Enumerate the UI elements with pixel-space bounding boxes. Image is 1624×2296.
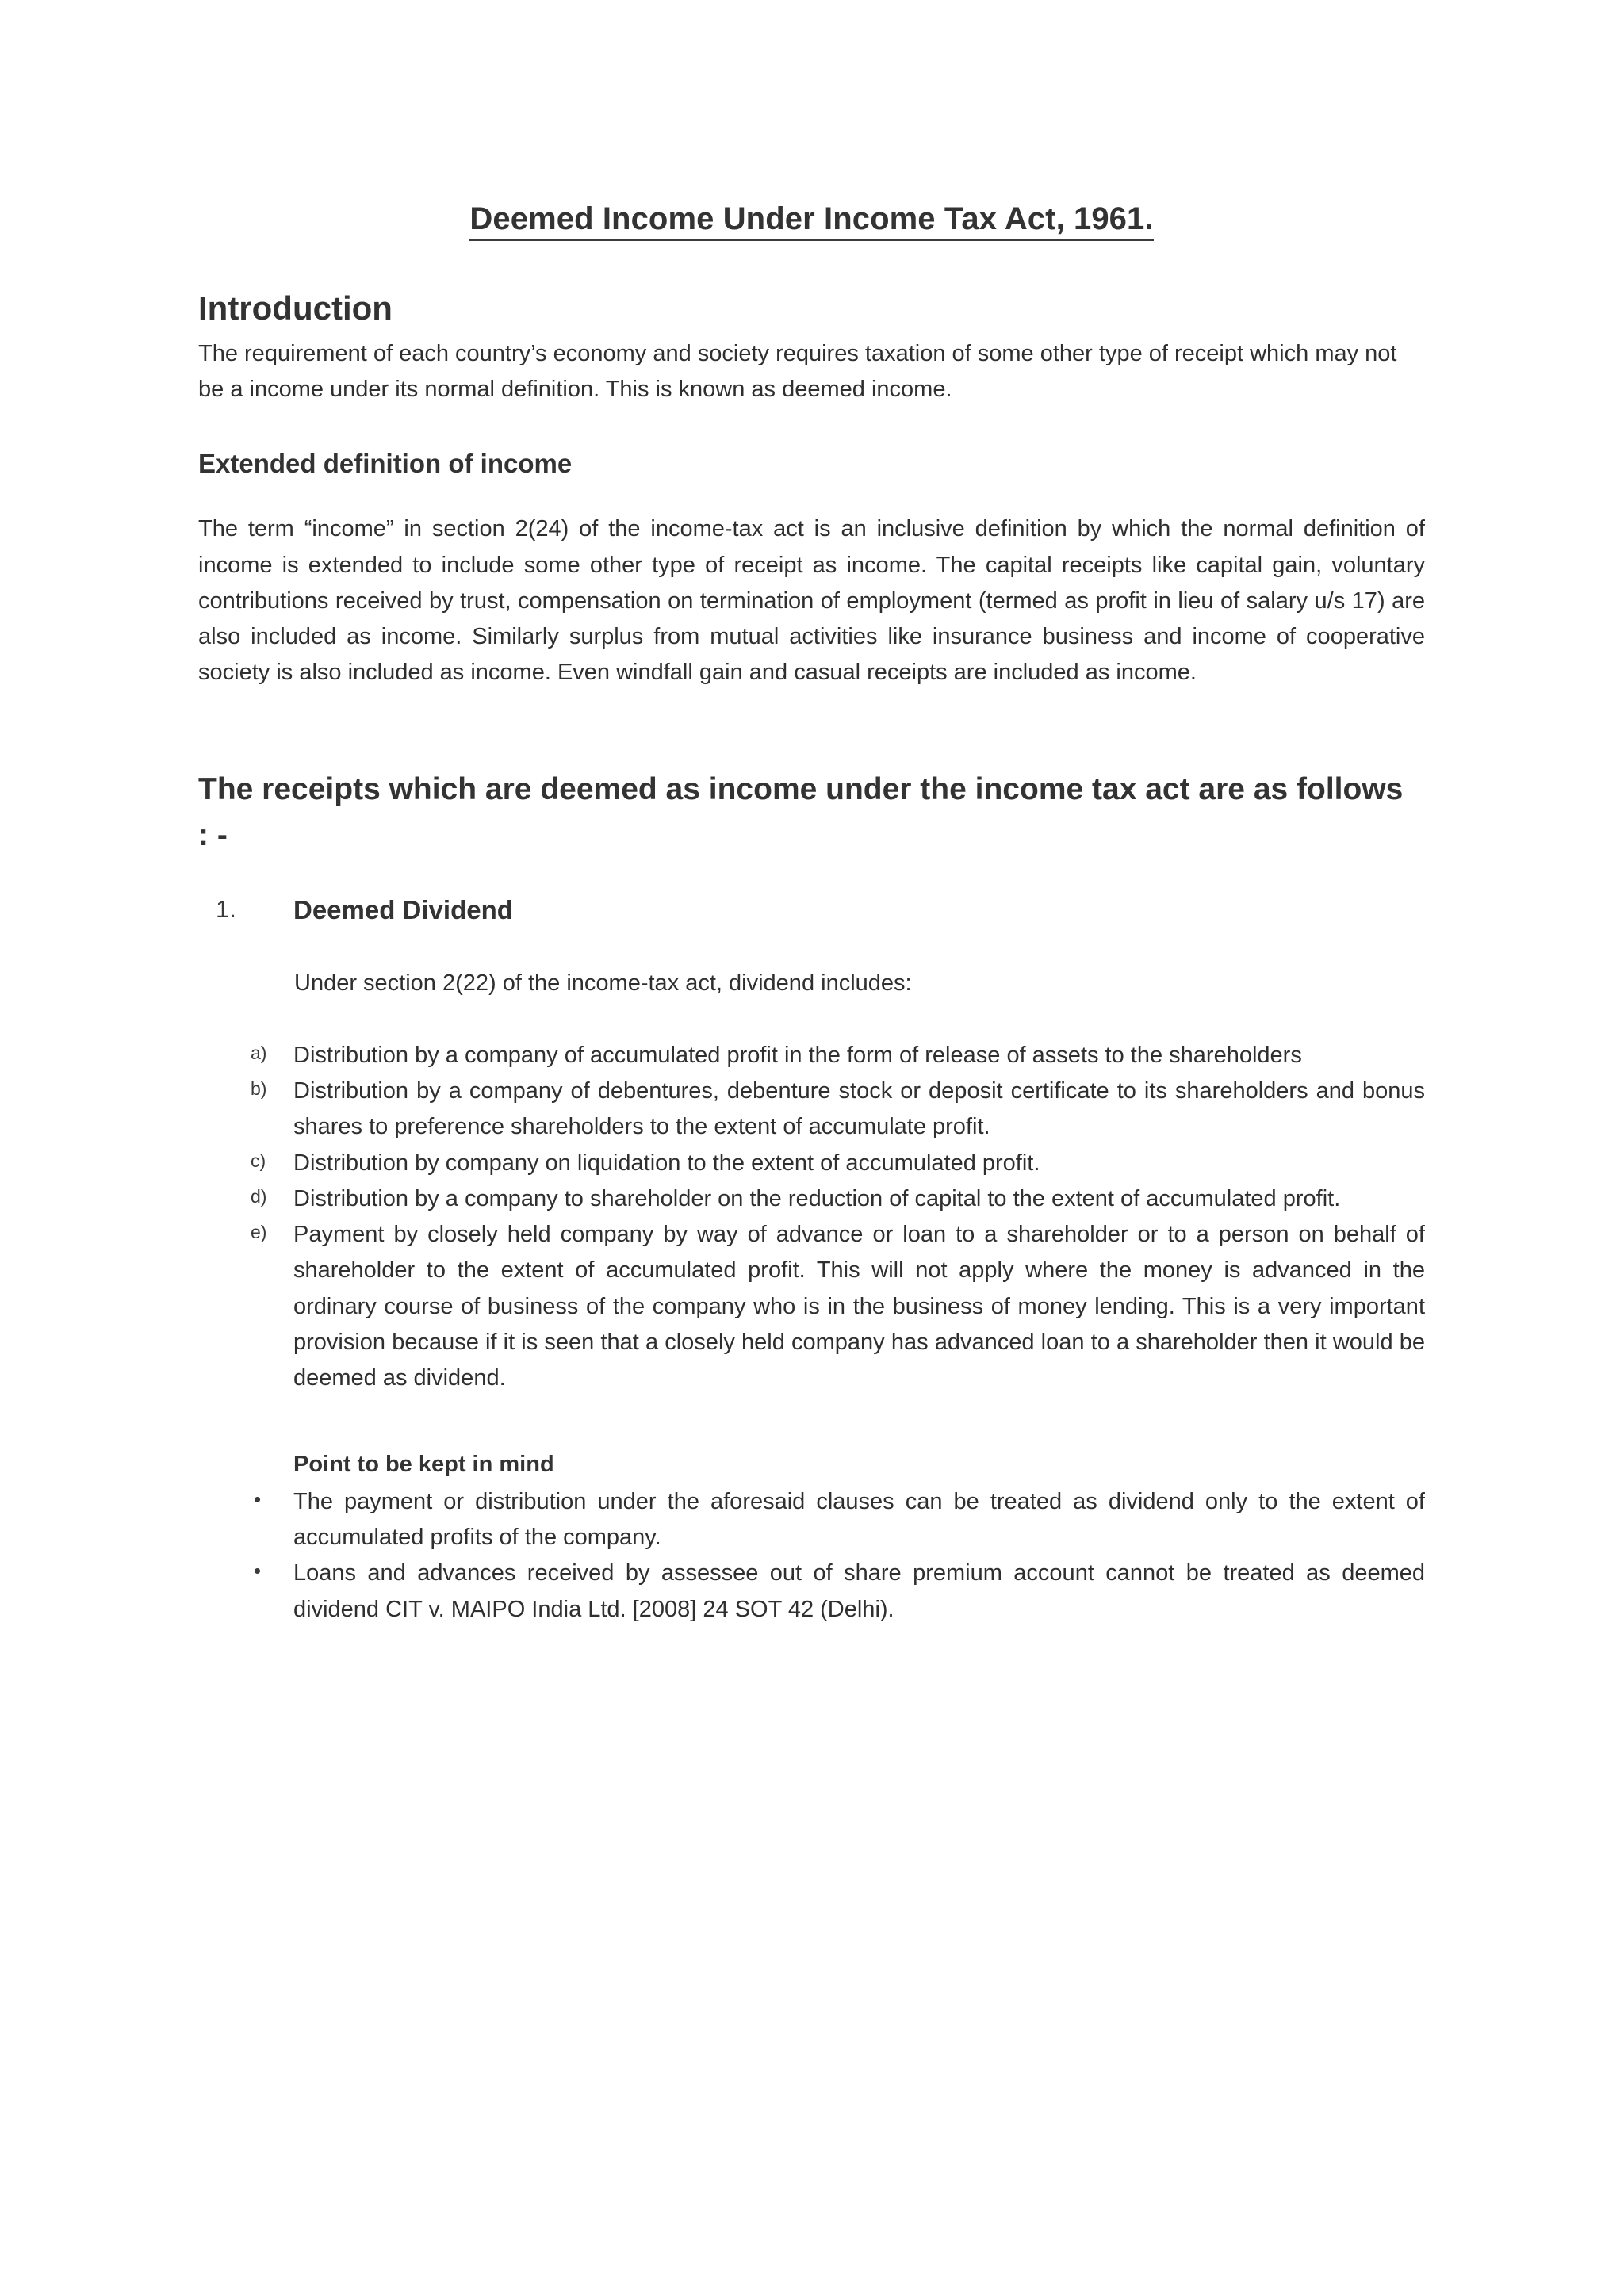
- bullet-icon: •: [254, 1487, 262, 1511]
- list-marker: 1.: [216, 894, 236, 923]
- list-marker: a): [251, 1043, 267, 1063]
- document-title: [198, 198, 1425, 239]
- list-item-clause-e: [198, 1217, 1425, 1396]
- document-title-text: Deemed Income Under Income Tax Act, 1961.: [469, 201, 1153, 241]
- list-item-clause-d: [198, 1181, 1425, 1217]
- list-marker: c): [251, 1150, 266, 1171]
- paragraph-introduction: The requirement of each country’s economy and society requires taxation of some other type of receipt which may not be a income under its normal definition. This is known as deemed income.: [198, 340, 1397, 402]
- clause-text: Distribution by a company of accumulated profit in the form of release of assets to the shareholders: [293, 1043, 1302, 1068]
- clause-text: Payment by closely held company by way of advance or loan to a shareholder or to a person on behalf of shareholder to the extent of accumulated profit. This will not apply where the money is advanced in the ordinary course of business of the company who is in the business of money lending. This is a very important provision because if it is seen that a closely held company has advanced loan to a shareholder then it would be deemed as dividend.: [293, 1222, 1425, 1391]
- heading-receipts-deemed-income: The receipts which are deemed as income under the income tax act are as follows : -: [198, 772, 1404, 853]
- heading-point-to-be-kept-in-mind: Point to be kept in mind: [293, 1452, 554, 1478]
- list-marker: b): [251, 1078, 267, 1100]
- lettered-clause-list: [198, 1038, 1425, 1396]
- list-item-point-1: [198, 1484, 1425, 1556]
- bullet-point-list: [198, 1484, 1425, 1628]
- paragraph-dividend-intro: Under section 2(22) of the income-tax act, dividend includes:: [294, 970, 912, 996]
- numbered-list: [198, 894, 1425, 928]
- heading-introduction: Introduction: [198, 289, 393, 327]
- clause-text: Distribution by company on liquidation to the extent of accumulated profit.: [293, 1150, 1040, 1176]
- list-item-clause-c: [198, 1146, 1425, 1181]
- list-item-label: Deemed Dividend: [293, 894, 513, 924]
- point-text: Loans and advances received by assessee out of share premium account cannot be treated as deemed dividend CIT v. MAIPO India Ltd. [2008] 24 SOT 42 (Delhi).: [293, 1560, 1425, 1622]
- list-item-point-2: [198, 1556, 1425, 1627]
- clause-text: Distribution by a company to shareholder on the reduction of capital to the extent of accumulated profit.: [293, 1185, 1341, 1211]
- list-marker: d): [251, 1185, 267, 1207]
- list-marker: e): [251, 1222, 267, 1243]
- list-item-clause-b: [198, 1073, 1425, 1145]
- clause-text: Distribution by a company of debentures, debenture stock or deposit certificate to its shareholders and bonus shares to preference shareholders to the extent of accumulate profit.: [293, 1078, 1425, 1140]
- paragraph-extended-definition: The term “income” in section 2(24) of the income-tax act is an inclusive definition by which the normal definition of income is extended to include some other type of receipt as income. The capital receipts like capital gain, voluntary contributions received by trust, compensation on termination of employment (termed as profit in lieu of salary u/s 17) are also included as income. Similarly surplus from mutual activities like insurance business and income of cooperative society is also included as income. Even windfall gain and casual receipts are included as income.: [198, 516, 1425, 686]
- list-item-deemed-dividend: [198, 894, 1425, 928]
- point-text: The payment or distribution under the aforesaid clauses can be treated as dividend only to the extent of accumulated profits of the company.: [293, 1488, 1425, 1551]
- list-item-clause-a: [198, 1038, 1425, 1073]
- bullet-icon: •: [254, 1559, 262, 1583]
- heading-extended-definition: Extended definition of income: [198, 449, 573, 479]
